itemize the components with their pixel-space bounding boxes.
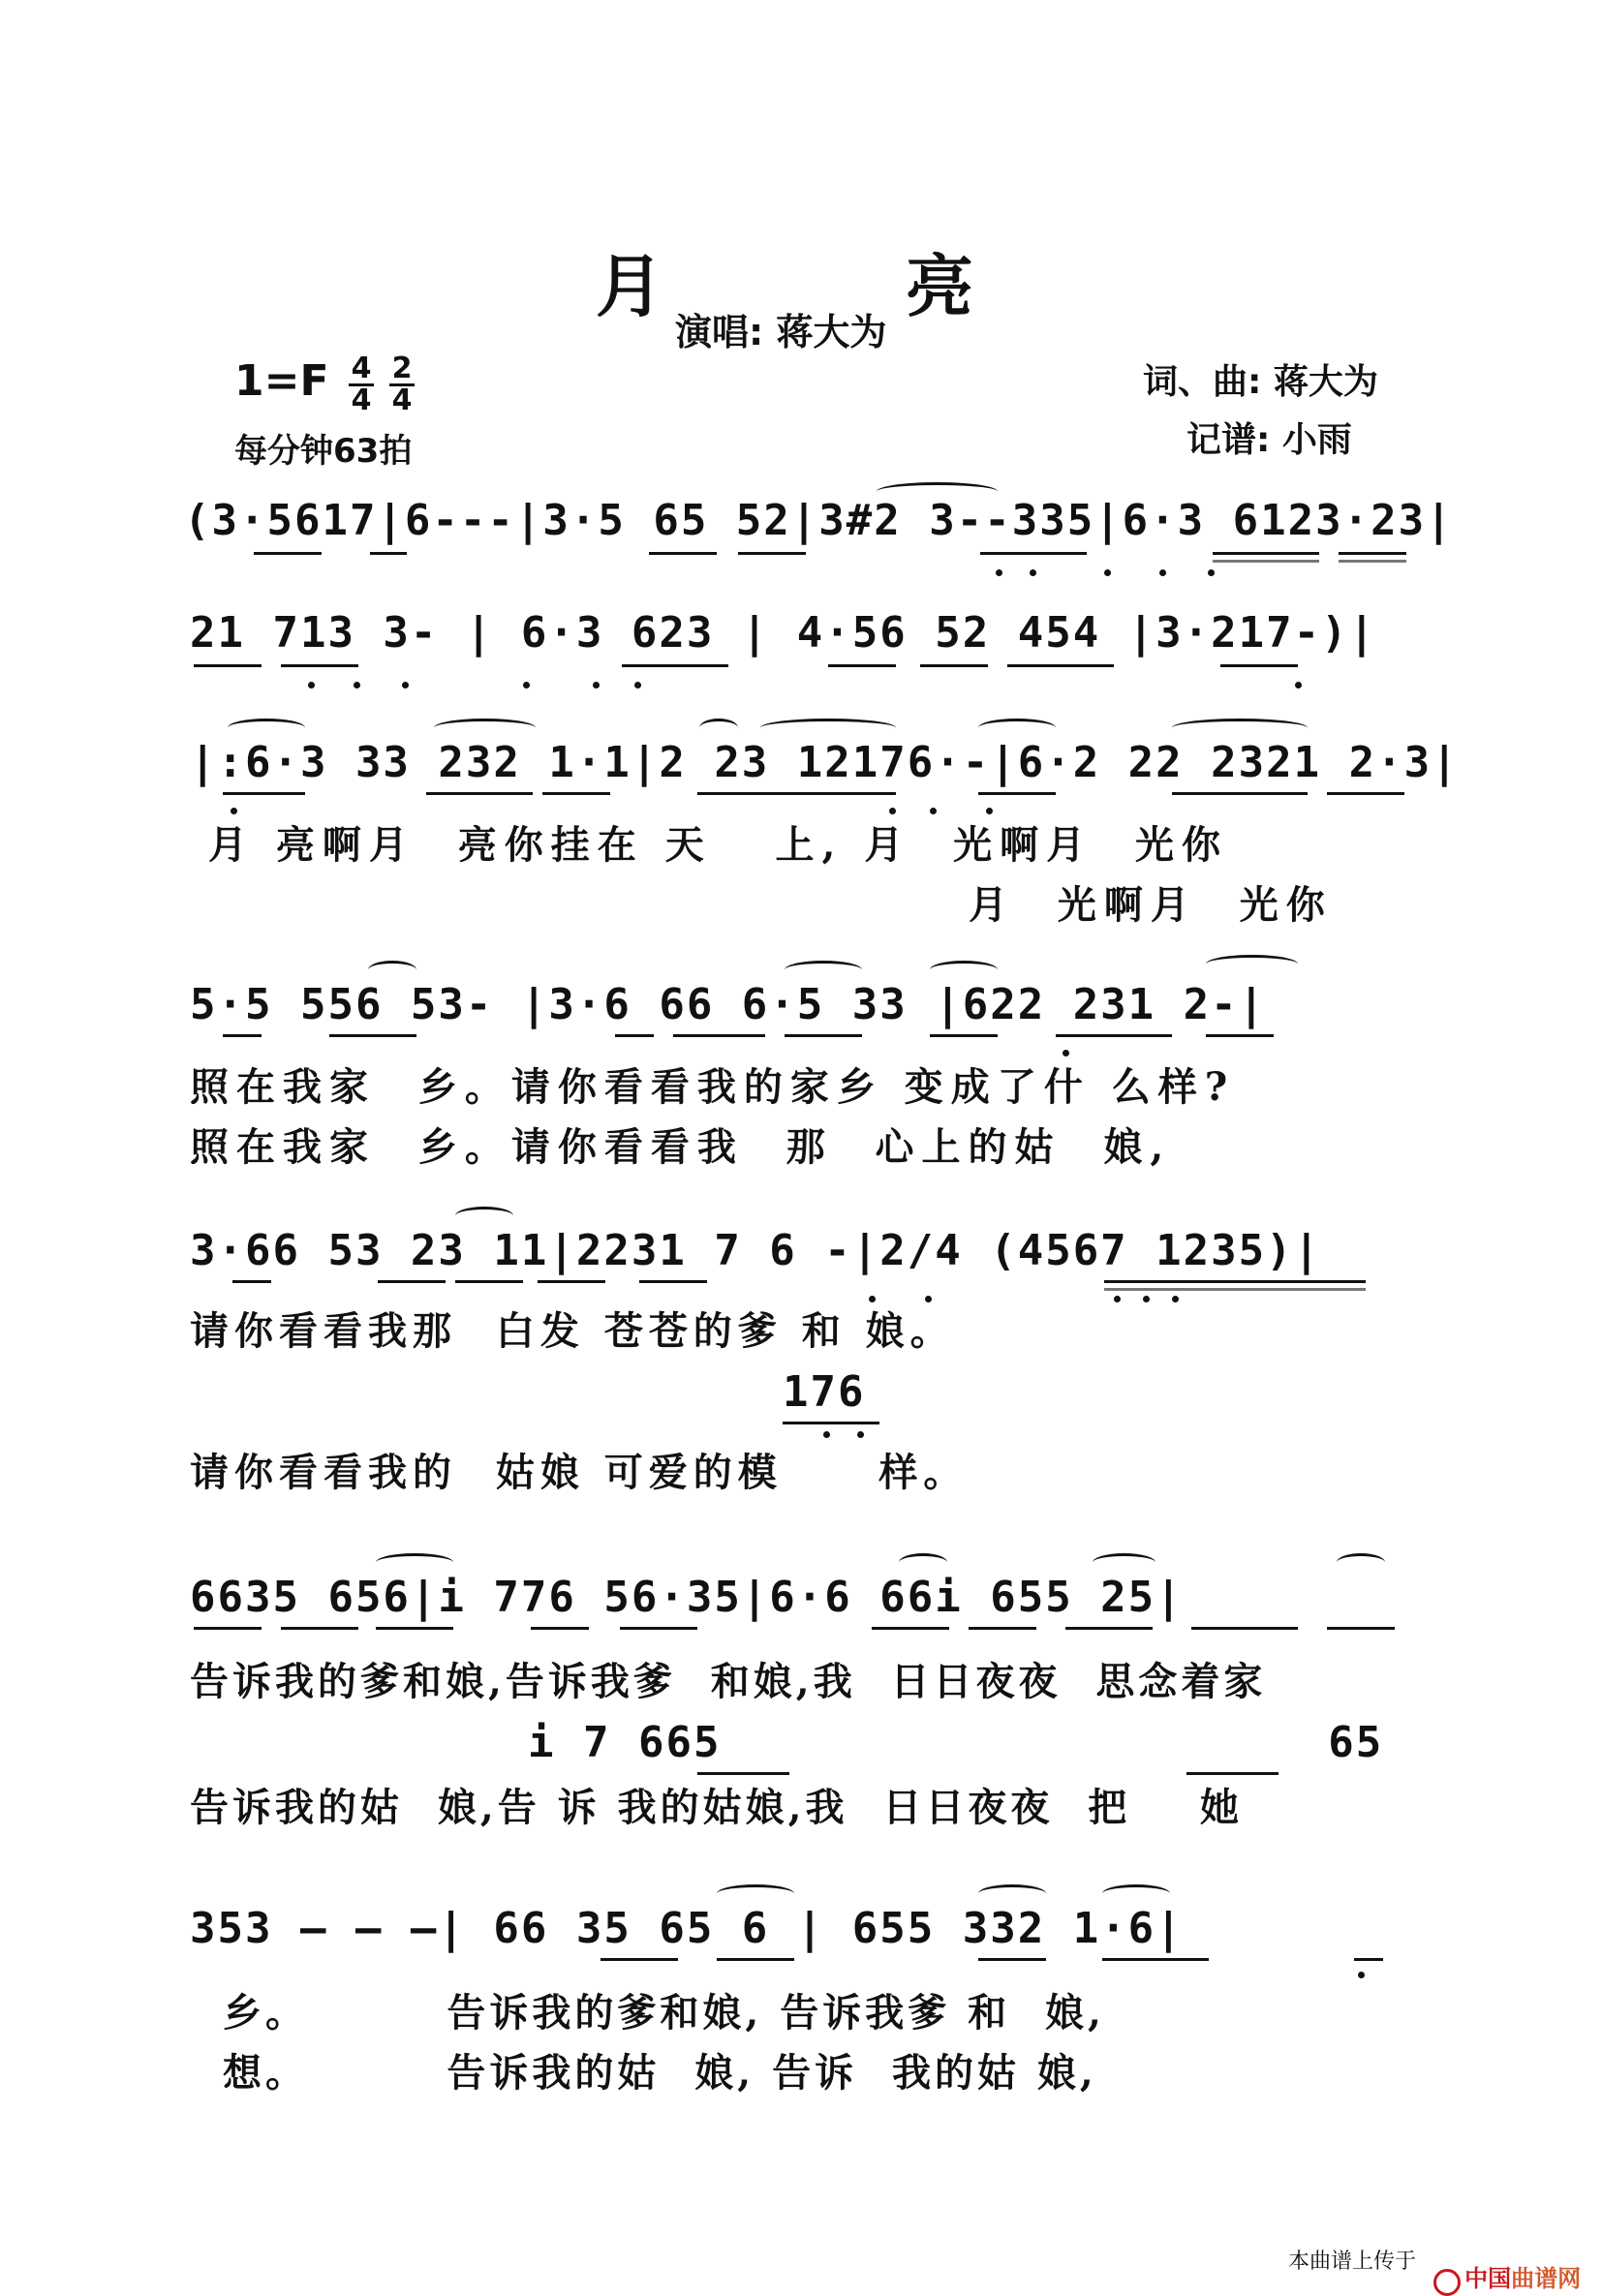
underline <box>783 1422 879 1424</box>
double-underline <box>1104 1288 1259 1291</box>
underline <box>615 1034 654 1037</box>
composer: 词、曲: 蒋大为 <box>1143 362 1378 402</box>
underline <box>1104 1280 1259 1283</box>
underline <box>697 792 765 795</box>
underline <box>673 1034 765 1037</box>
site-brand-b: 曲谱网 <box>1511 2265 1582 2292</box>
lower-octave-dot <box>1172 1296 1179 1302</box>
slur <box>899 1553 947 1572</box>
underline <box>254 552 322 555</box>
underline <box>455 1280 523 1283</box>
slur <box>978 719 1056 737</box>
row-5-lyric-2: 请你看看我的 姑娘 可爱的模 样。 <box>190 1450 969 1495</box>
underline <box>223 1034 262 1037</box>
underline <box>1213 552 1319 555</box>
transcriber: 记谱: 小雨 <box>1186 420 1352 460</box>
lower-octave-dot <box>930 808 937 814</box>
underline <box>1172 792 1308 795</box>
slur <box>1172 719 1308 737</box>
tempo: 每分钟63拍 <box>234 432 413 471</box>
underline <box>1339 552 1406 555</box>
underline <box>969 1627 1036 1630</box>
lower-octave-dot <box>1104 569 1111 576</box>
row-6-alternate-notes: i 7 665 65 <box>528 1718 1384 1767</box>
score-row-6: 6635 656|i 776 56·35|6·6 66i 655 25| <box>190 1573 1184 1622</box>
underline <box>639 1280 707 1283</box>
row-3-lyric-2: 月 光啊月 光你 <box>969 882 1333 928</box>
underline <box>649 552 717 555</box>
slur <box>434 719 536 737</box>
lower-octave-dot <box>1295 682 1302 689</box>
lower-octave-dot <box>1208 569 1215 576</box>
slur <box>930 961 998 979</box>
underline <box>828 664 896 667</box>
lower-octave-dot <box>354 682 360 689</box>
slur <box>376 1553 453 1572</box>
underline <box>1191 1627 1298 1630</box>
time-sig-1-den: 4 <box>351 383 372 417</box>
footer-upload-text: 本曲谱上传于 <box>1288 2250 1417 2274</box>
underline <box>281 1627 358 1630</box>
lower-octave-dot <box>1143 1296 1150 1302</box>
underline <box>1102 1958 1209 1961</box>
lower-octave-dot <box>1114 1296 1121 1302</box>
underline <box>370 552 407 555</box>
underline <box>1220 664 1298 667</box>
underline <box>531 1627 589 1630</box>
lower-octave-dot <box>231 808 237 814</box>
time-sig-2-num: 2 <box>389 354 415 386</box>
row-3-lyric-1: 月 亮啊月 亮你挂在 天 上, 月 光啊月 光你 <box>208 822 1229 868</box>
time-sig-1-num: 4 <box>349 354 374 386</box>
lower-octave-dot <box>857 1431 864 1438</box>
site-logo[interactable] <box>1424 2241 1581 2296</box>
lower-octave-dot <box>308 682 315 689</box>
underline <box>978 1958 1046 1961</box>
time-sig-2-den: 4 <box>391 383 413 417</box>
double-underline <box>1339 560 1406 563</box>
underline <box>376 1627 453 1630</box>
lower-octave-dot <box>823 1431 830 1438</box>
underline <box>426 792 533 795</box>
lower-octave-dot <box>523 682 530 689</box>
slur <box>785 961 862 979</box>
time-signature-1 <box>349 354 374 415</box>
slur <box>228 719 305 737</box>
row-4-lyric-2: 照在我家 乡。请你看看我 那 心上的姑 娘, <box>190 1124 1172 1170</box>
row-7-lyric-2: 想。 告诉我的姑 娘, 告诉 我的姑 娘, <box>223 2050 1097 2096</box>
score-row-4: 5·5 556 53- |3·6 66 6·5 33 |622 231 2-| <box>190 980 1267 1029</box>
lower-octave-dot <box>1358 1972 1365 1978</box>
slur <box>717 1884 794 1903</box>
underline <box>980 552 1087 555</box>
lower-octave-dot <box>634 682 641 689</box>
underline <box>223 792 305 795</box>
lower-octave-dot <box>889 808 896 814</box>
slur <box>1337 1553 1385 1572</box>
score-row-2: 21 713 3- | 6·3 623 | 4·56 52 454 |3·217-)| <box>190 608 1377 658</box>
title-char-2: 亮 <box>906 246 973 326</box>
row-6-lyric-1: 告诉我的爹和娘,告诉我爹 和娘,我 日日夜夜 思念着家 <box>190 1659 1267 1704</box>
underline <box>232 1280 271 1283</box>
lower-octave-dot <box>869 1296 876 1302</box>
singer: 演唱: 蒋大为 <box>675 311 887 353</box>
underline <box>920 664 988 667</box>
score-row-1: (3·5617|6---|3·5 65 52|3#2 3--335|6·3 6123·23| <box>184 496 1454 545</box>
underline <box>978 792 1056 795</box>
time-signature-2 <box>389 354 415 415</box>
underline <box>194 1627 262 1630</box>
slur <box>1102 1884 1170 1903</box>
underline <box>542 792 610 795</box>
double-underline <box>1213 560 1319 563</box>
underline <box>1065 1627 1153 1630</box>
row-4-lyric-1: 照在我家 乡。请你看看我的家乡 变成了什 么样? <box>190 1064 1236 1110</box>
row-6-lyric-2: 告诉我的姑 娘,告 诉 我的姑娘,我 日日夜夜 把 她 <box>190 1785 1243 1830</box>
score-row-3: |:6·3 33 232 1·1|2 23 12176·-|6·2 22 2321 2·3| <box>190 738 1460 787</box>
slur <box>699 719 738 737</box>
slur <box>978 1884 1046 1903</box>
underline <box>1007 664 1114 667</box>
site-brand-a: 中国 <box>1464 2265 1512 2292</box>
lower-octave-dot <box>925 1296 932 1302</box>
underline <box>281 664 358 667</box>
underline <box>194 664 262 667</box>
row-5-lyric-1: 请你看看我那 白发 苍苍的爹 和 娘。 <box>190 1308 955 1354</box>
slur <box>455 1207 513 1225</box>
title-char-1: 月 <box>596 246 663 326</box>
site-logo-icon <box>1433 2269 1461 2296</box>
underline <box>930 1034 998 1037</box>
key-signature: 1=F <box>234 356 329 406</box>
lower-octave-dot <box>402 682 409 689</box>
row-7-lyric-1: 乡。 告诉我的爹和娘, 告诉我爹 和 娘, <box>223 1990 1105 2036</box>
underline <box>717 1958 794 1961</box>
underline <box>1327 1627 1395 1630</box>
underline <box>1327 792 1404 795</box>
slur <box>877 482 998 501</box>
score-row-5: 3·66 53 23 11|2231 7 6 -|2/4 (4567 1235)| <box>190 1226 1322 1275</box>
lower-octave-dot <box>986 808 993 814</box>
underline <box>785 1034 862 1037</box>
underline <box>1354 1958 1383 1961</box>
underline <box>622 664 728 667</box>
underline <box>1056 1034 1172 1037</box>
underline <box>872 1627 949 1630</box>
underline <box>329 1034 416 1037</box>
underline <box>760 792 896 795</box>
slur <box>1206 955 1298 973</box>
underline <box>620 1627 697 1630</box>
lower-octave-dot <box>593 682 600 689</box>
slur <box>1093 1553 1155 1572</box>
underline <box>1240 1280 1366 1283</box>
underline <box>1206 1034 1274 1037</box>
underline <box>1186 1772 1279 1775</box>
double-underline <box>1240 1288 1366 1291</box>
lower-octave-dot <box>996 569 1002 576</box>
lower-octave-dot <box>1030 569 1036 576</box>
lower-octave-dot <box>1159 569 1166 576</box>
row-5-alternate-notes: 176 <box>783 1367 866 1417</box>
slur <box>368 961 416 979</box>
underline <box>738 552 806 555</box>
underline <box>601 1958 678 1961</box>
slur <box>760 719 896 737</box>
underline <box>697 1772 789 1775</box>
underline <box>378 1280 446 1283</box>
score-row-7: 353 — — —| 66 35 65 6 | 655 332 1·6| <box>190 1904 1184 1953</box>
lower-octave-dot <box>1063 1050 1069 1056</box>
underline <box>538 1280 605 1283</box>
